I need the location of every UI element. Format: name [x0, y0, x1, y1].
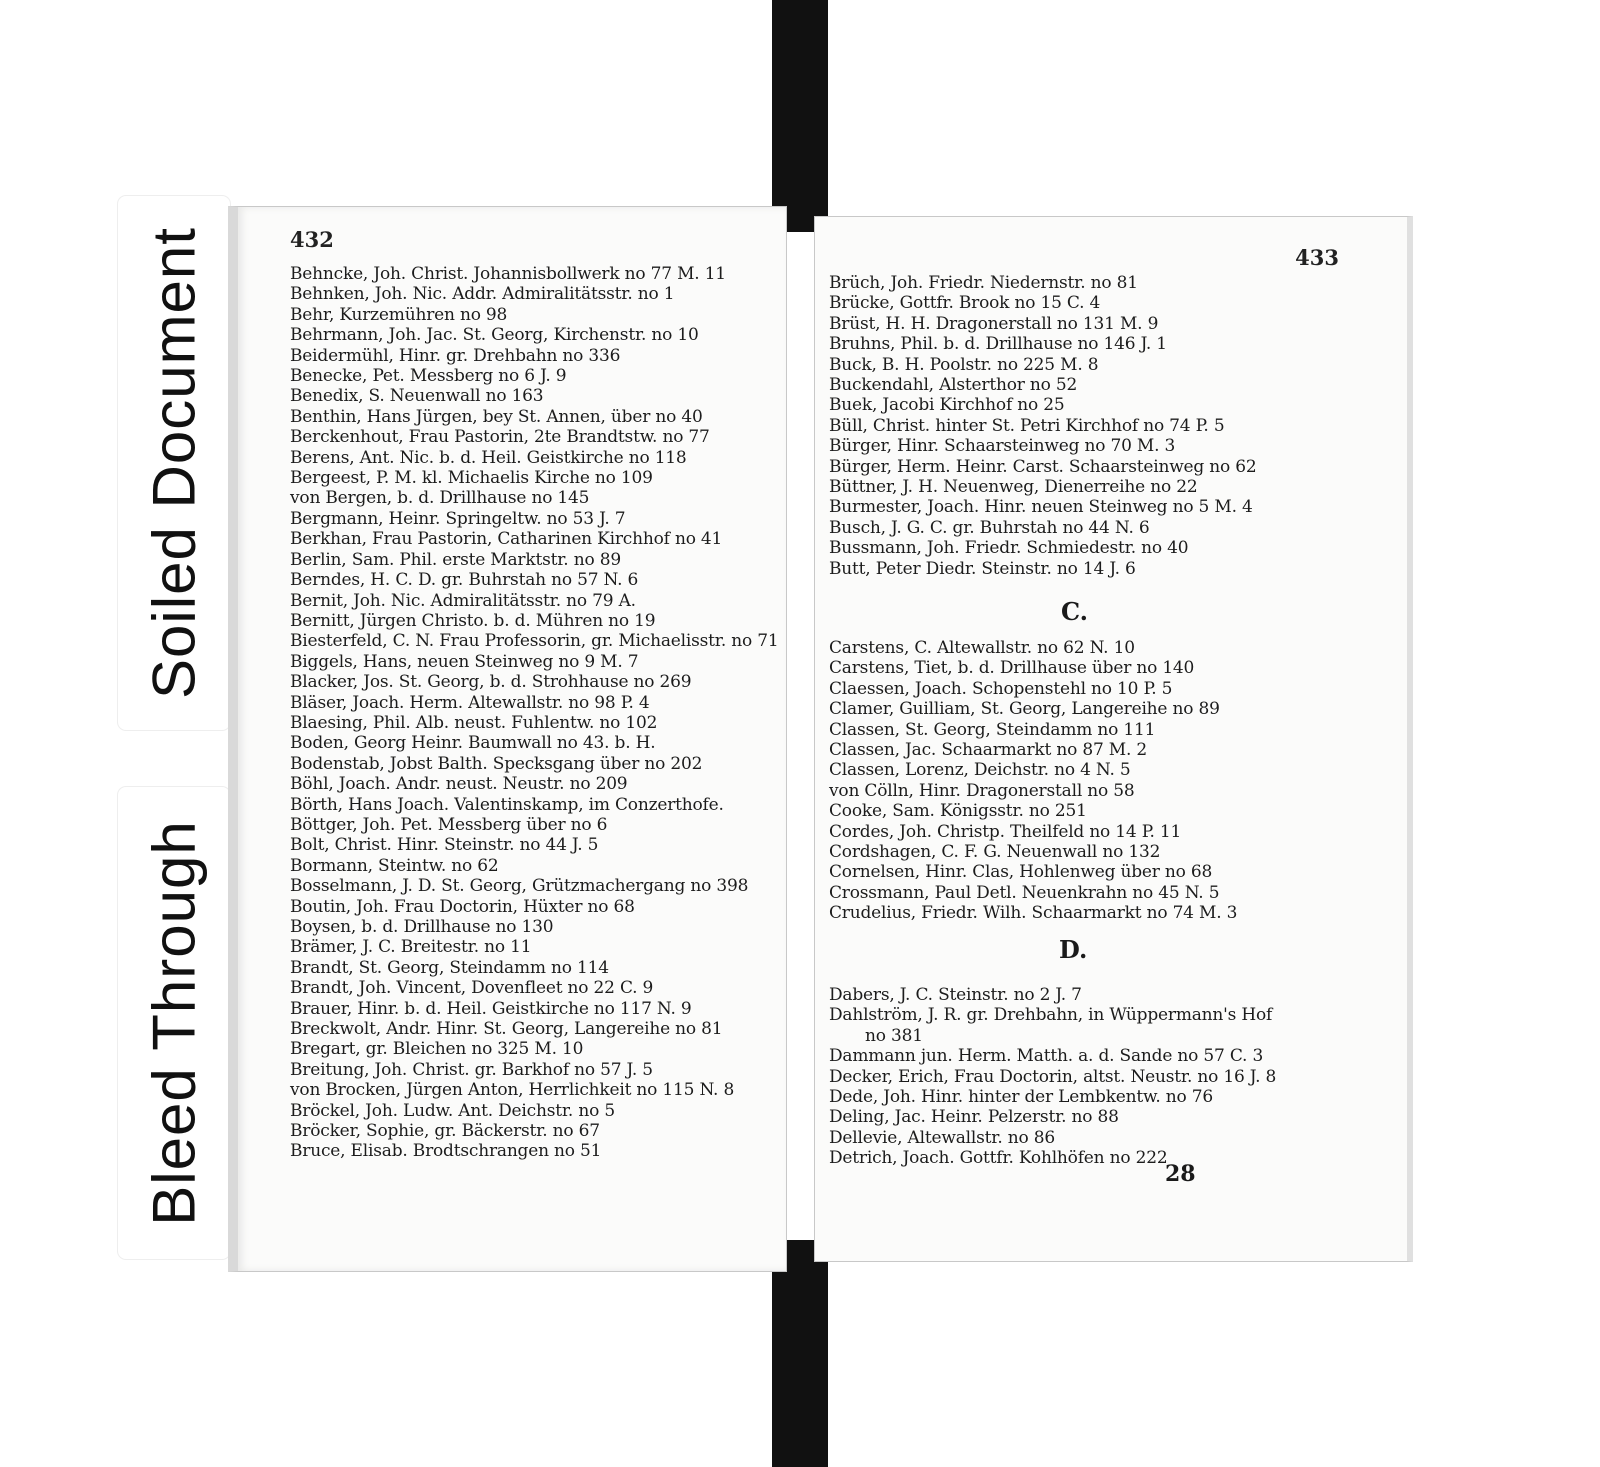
directory-entry: von Bergen, b. d. Drillhause no 145 — [290, 488, 590, 509]
directory-entry: Decker, Erich, Frau Doctorin, altst. Neustr. no 16 J. 8 — [829, 1066, 1277, 1087]
directory-entry: Brüch, Joh. Friedr. Niedernstr. no 81 — [829, 273, 1138, 293]
binding-strip-bottom — [772, 1240, 828, 1467]
directory-entry: Dabers, J. C. Steinstr. no 2 J. 7 — [829, 985, 1082, 1005]
directory-entry: Behncke, Joh. Christ. Johannisbollwerk no 77 M. 11 — [290, 264, 726, 284]
directory-entry: Böhl, Joach. Andr. neust. Neustr. no 209 — [290, 774, 628, 795]
directory-entry: Beidermühl, Hinr. gr. Drehbahn no 336 — [290, 345, 621, 366]
directory-entry: Butt, Peter Diedr. Steinstr. no 14 J. 6 — [829, 558, 1136, 579]
directory-entry: Buckendahl, Alsterthor no 52 — [829, 375, 1078, 396]
directory-entry: Brauer, Hinr. b. d. Heil. Geistkirche no 117 N. 9 — [290, 998, 692, 1019]
b-entry-list — [829, 273, 1399, 579]
right-page-number: 433 — [1295, 245, 1339, 270]
directory-entry: Bruhns, Phil. b. d. Drillhause no 146 J. 1 — [829, 334, 1167, 355]
left-page — [228, 206, 787, 1272]
directory-entry: Dammann jun. Herm. Matth. a. d. Sande no 57 C. 3 — [829, 1046, 1264, 1067]
directory-entry: Berlin, Sam. Phil. erste Marktstr. no 89 — [290, 549, 621, 570]
left-entry-list — [290, 264, 780, 1162]
directory-entry: Bläser, Joach. Herm. Altewallstr. no 98 P. 4 — [290, 692, 650, 713]
directory-entry: Biesterfeld, C. N. Frau Professorin, gr. Michaelisstr. no 71 — [290, 631, 779, 652]
directory-entry: no 381 — [865, 1025, 923, 1046]
directory-entry: Berens, Ant. Nic. b. d. Heil. Geistkirche no 118 — [290, 447, 687, 468]
section-heading-d: D. — [1059, 935, 1088, 964]
directory-entry: Brämer, J. C. Breitestr. no 11 — [290, 937, 532, 958]
soiled-document-text: Soiled Document — [140, 227, 208, 699]
directory-entry: Bröckel, Joh. Ludw. Ant. Deichstr. no 5 — [290, 1100, 615, 1121]
directory-entry: Dahlström, J. R. gr. Drehbahn, in Wüppermann's Hof — [829, 1005, 1273, 1026]
binding-strip-top — [772, 0, 828, 232]
left-page-number: 432 — [290, 227, 334, 252]
directory-entry: Bolt, Christ. Hinr. Steinstr. no 44 J. 5 — [290, 835, 599, 856]
directory-entry: Börth, Hans Joach. Valentinskamp, im Conzerthofe. — [290, 794, 724, 815]
directory-entry: Blaesing, Phil. Alb. neust. Fuhlentw. no 102 — [290, 712, 658, 733]
directory-entry: Bergmann, Heinr. Springeltw. no 53 J. 7 — [290, 508, 626, 529]
directory-entry: Boysen, b. d. Drillhause no 130 — [290, 917, 554, 937]
directory-entry: Classen, St. Georg, Steindamm no 111 — [829, 719, 1156, 740]
directory-entry: Bruce, Elisab. Brodtschrangen no 51 — [290, 1141, 602, 1162]
directory-entry: Behrmann, Joh. Jac. St. Georg, Kirchenstr. no 10 — [290, 325, 699, 346]
directory-entry: Bussmann, Joh. Friedr. Schmiedestr. no 40 — [829, 538, 1189, 559]
directory-entry: Buck, B. H. Poolstr. no 225 M. 8 — [829, 354, 1099, 375]
directory-entry: Büll, Christ. hinter St. Petri Kirchhof no 74 P. 5 — [829, 415, 1225, 436]
directory-entry: Busch, J. G. C. gr. Buhrstah no 44 N. 6 — [829, 517, 1150, 538]
directory-entry: von Brocken, Jürgen Anton, Herrlichkeit no 115 N. 8 — [290, 1080, 735, 1101]
soiled-document-label — [118, 196, 230, 730]
directory-entry: Bosselmann, J. D. St. Georg, Grützmachergang no 398 — [290, 876, 749, 897]
directory-entry: Classen, Lorenz, Deichstr. no 4 N. 5 — [829, 760, 1131, 781]
directory-entry: Buek, Jacobi Kirchhof no 25 — [829, 395, 1065, 416]
right-page — [814, 216, 1413, 1262]
directory-entry: Berkhan, Frau Pastorin, Catharinen Kirchhof no 41 — [290, 529, 723, 550]
directory-entry: Berckenhout, Frau Pastorin, 2te Brandtstw. no 77 — [290, 427, 710, 448]
directory-entry: Classen, Jac. Schaarmarkt no 87 M. 2 — [829, 740, 1148, 761]
directory-entry: Dede, Joh. Hinr. hinter der Lembkentw. no 76 — [829, 1087, 1214, 1108]
directory-entry: Bürger, Herm. Heinr. Carst. Schaarsteinweg no 62 — [829, 456, 1257, 477]
directory-entry: Cordshagen, C. F. G. Neuenwall no 132 — [829, 842, 1161, 863]
directory-entry: Brücke, Gottfr. Brook no 15 C. 4 — [829, 293, 1101, 314]
directory-entry: Behnken, Joh. Nic. Addr. Admiralitätsstr. no 1 — [290, 284, 675, 305]
directory-entry: Brüst, H. H. Dragonerstall no 131 M. 9 — [829, 313, 1159, 334]
directory-entry: Claessen, Joach. Schopenstehl no 10 P. 5 — [829, 678, 1173, 699]
directory-entry: Behr, Kurzemühren no 98 — [290, 304, 508, 325]
directory-entry: Berndes, H. C. D. gr. Buhrstah no 57 N. 6 — [290, 570, 639, 591]
directory-entry: Benedix, S. Neuenwall no 163 — [290, 386, 544, 407]
directory-entry: Cornelsen, Hinr. Clas, Hohlenweg über no 68 — [829, 862, 1213, 883]
directory-entry: Bröcker, Sophie, gr. Bäckerstr. no 67 — [290, 1121, 600, 1142]
directory-entry: Benecke, Pet. Messberg no 6 J. 9 — [290, 366, 567, 387]
directory-entry: Crudelius, Friedr. Wilh. Schaarmarkt no 74 M. 3 — [829, 903, 1238, 924]
section-heading-c: C. — [1061, 597, 1089, 626]
directory-entry: Büttner, J. H. Neuenweg, Dienerreihe no 22 — [829, 477, 1198, 498]
directory-entry: Bergeest, P. M. kl. Michaelis Kirche no 109 — [290, 468, 653, 489]
directory-entry: Blacker, Jos. St. Georg, b. d. Strohhause no 269 — [290, 672, 692, 693]
directory-entry: Detrich, Joach. Gottfr. Kohlhöfen no 222 — [829, 1148, 1168, 1169]
directory-entry: Burmester, Joach. Hinr. neuen Steinweg no 5 M. 4 — [829, 497, 1253, 518]
directory-entry: Brandt, Joh. Vincent, Dovenfleet no 22 C. 9 — [290, 978, 654, 999]
directory-entry: Breitung, Joh. Christ. gr. Barkhof no 57 J. 5 — [290, 1059, 653, 1080]
directory-entry: von Cölln, Hinr. Dragonerstall no 58 — [829, 780, 1135, 801]
directory-entry: Dellevie, Altewallstr. no 86 — [829, 1127, 1055, 1148]
bleed-through-text: Bleed Through — [140, 820, 208, 1226]
directory-entry: Bregart, gr. Bleichen no 325 M. 10 — [290, 1039, 584, 1060]
directory-entry: Bormann, Steintw. no 62 — [290, 855, 499, 876]
directory-entry: Cordes, Joh. Christp. Theilfeld no 14 P. 11 — [829, 821, 1182, 842]
directory-entry: Bernit, Joh. Nic. Admiralitätsstr. no 79 A. — [290, 590, 636, 611]
directory-entry: Böttger, Joh. Pet. Messberg über no 6 — [290, 814, 608, 835]
directory-entry: Bodenstab, Jobst Balth. Specksgang über no 202 — [290, 753, 703, 774]
directory-entry: Brandt, St. Georg, Steindamm no 114 — [290, 957, 609, 978]
directory-entry: Cooke, Sam. Königsstr. no 251 — [829, 801, 1087, 822]
directory-entry: Carstens, C. Altewallstr. no 62 N. 10 — [829, 638, 1135, 658]
directory-entry: Biggels, Hans, neuen Steinweg no 9 M. 7 — [290, 651, 639, 672]
directory-entry: Deling, Jac. Heinr. Pelzerstr. no 88 — [829, 1107, 1119, 1128]
directory-entry: Benthin, Hans Jürgen, bey St. Annen, über no 40 — [290, 406, 703, 427]
directory-entry: Boden, Georg Heinr. Baumwall no 43. b. H. — [290, 733, 656, 754]
directory-entry: Bürger, Hinr. Schaarsteinweg no 70 M. 3 — [829, 436, 1176, 457]
directory-entry: Boutin, Joh. Frau Doctorin, Hüxter no 68 — [290, 896, 635, 917]
directory-entry: Breckwolt, Andr. Hinr. St. Georg, Langereihe no 81 — [290, 1019, 723, 1040]
directory-entry: Carstens, Tiet, b. d. Drillhause über no 140 — [829, 658, 1195, 679]
signature-mark: 28 — [1165, 1161, 1196, 1187]
directory-entry: Clamer, Guilliam, St. Georg, Langereihe no 89 — [829, 699, 1220, 720]
bleed-through-label — [118, 787, 230, 1259]
directory-entry: Crossmann, Paul Detl. Neuenkrahn no 45 N. 5 — [829, 882, 1220, 903]
c-entry-list — [829, 638, 1399, 924]
d-entry-list — [829, 985, 1399, 1169]
directory-entry: Bernitt, Jürgen Christo. b. d. Mühren no 19 — [290, 610, 656, 631]
